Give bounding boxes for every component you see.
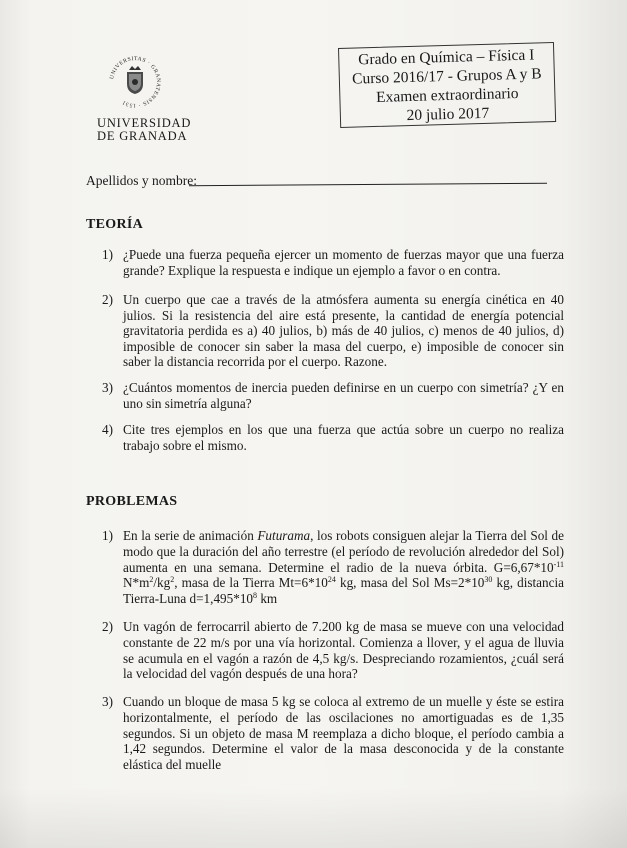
exponent: 30 xyxy=(484,575,493,585)
section-title-problemas: PROBLEMAS xyxy=(86,494,178,509)
exam-header-box xyxy=(338,42,556,128)
question-number: 3) xyxy=(102,380,113,395)
problem-number: 2) xyxy=(102,619,113,634)
header-exam-type: Examen extraordinario xyxy=(375,84,519,106)
problem-1-text-m: kg, distancia Tierra-Luna d=1,495*10 xyxy=(123,575,564,607)
question-text: Un cuerpo que cae a través de la atmósfera aumenta su energía cinética en 40 julios. Si la resistencia del aire está presente, la cantidad de energía potencial gravitatoria perdida es a) 40 julios, b) más de 40 julios, c) menos de 40 julios, d) imposible de conocer sin saber la masa del cuerpo, e) imposible de conocer sin saber la distancia recorrida por el cuerpo. Razone. xyxy=(123,292,564,370)
question-text: ¿Puede una fuerza pequeña ejercer un momento de fuerzas mayor que una fuerza grande? Explique la respuesta e indique un ejemplo a favor o en contra. xyxy=(123,247,564,278)
problem-1-text-c: , los robots consiguen alejar la Tierra del Sol de modo que la duración del año terrestre (el período de revolución alrededor del Sol) aumenta en una semana. Determine el radio de la nueva órbita. G=6,67*10 xyxy=(123,528,564,575)
exponent: 24 xyxy=(327,575,336,585)
problem-text: Cuando un bloque de masa 5 kg se coloca al extremo de un muelle y éste se estira horizontalmente, el período de las oscilaciones no amortiguadas es de 1,35 segundos. Si un objeto de masa M reemplaza a dicho bloque, el período cambia a 1,42 segundos. Determine el valor de la masa desconocida y de la constante elástica del muelle xyxy=(123,694,564,773)
problem-number: 3) xyxy=(102,694,113,709)
university-seal-icon xyxy=(105,52,165,112)
exponent: 2 xyxy=(149,575,154,585)
problem-1-text-i: , masa de la Tierra Mt=6*10 xyxy=(174,575,328,591)
problem-1-text-a: En la serie de animación xyxy=(123,528,258,543)
seal-text: UNIVERSITAS · GRANATENSIS · 1531 xyxy=(109,55,162,109)
name-input-line[interactable] xyxy=(189,183,547,186)
section-title-teoria: TEORÍA xyxy=(86,217,144,232)
name-label: Apellidos y nombre: xyxy=(86,173,197,188)
header-course: Grado en Química – Física I xyxy=(358,46,535,69)
exponent: 8 xyxy=(253,591,258,601)
header-date: 20 julio 2017 xyxy=(406,104,490,125)
question-number: 2) xyxy=(102,292,113,307)
university-name-line2: DE GRANADA xyxy=(97,129,188,143)
exponent: 2 xyxy=(170,575,175,585)
problem-text xyxy=(123,528,564,607)
problem-1-text-k: kg, masa del Sol Ms=2*10 xyxy=(335,575,485,591)
problem-1-text-o: km xyxy=(257,591,278,607)
question-text: ¿Cuántos momentos de inercia pueden definirse en un cuerpo con simetría? ¿Y en uno sin simetría alguna? xyxy=(123,380,564,411)
problem-1-text-g: /kg xyxy=(153,575,171,591)
problem-text: Un vagón de ferrocarril abierto de 7.200 kg de masa se mueve con una velocidad constante de 22 m/s por una vía horizontal. Comienza a llover, y el agua de lluvia se acumula en el vagón a razón de 4,5 kg/s. Despreciando rozamientos, ¿cuál será la velocidad del vagón después de una hora? xyxy=(123,619,564,682)
problem-1-text-e: N*m xyxy=(123,575,150,591)
header-year: Curso 2016/17 - Grupos A y B xyxy=(351,65,542,88)
question-text: Cite tres ejemplos en los que una fuerza que actúa sobre un cuerpo no realiza trabajo sobre el mismo. xyxy=(123,422,564,453)
university-name-line1: UNIVERSIDAD xyxy=(97,116,192,130)
question-number: 1) xyxy=(102,247,113,262)
question-number: 4) xyxy=(102,422,113,437)
exponent: -11 xyxy=(553,559,564,569)
problem-1-series-title: Futurama xyxy=(257,528,311,543)
problem-number: 1) xyxy=(102,528,113,543)
